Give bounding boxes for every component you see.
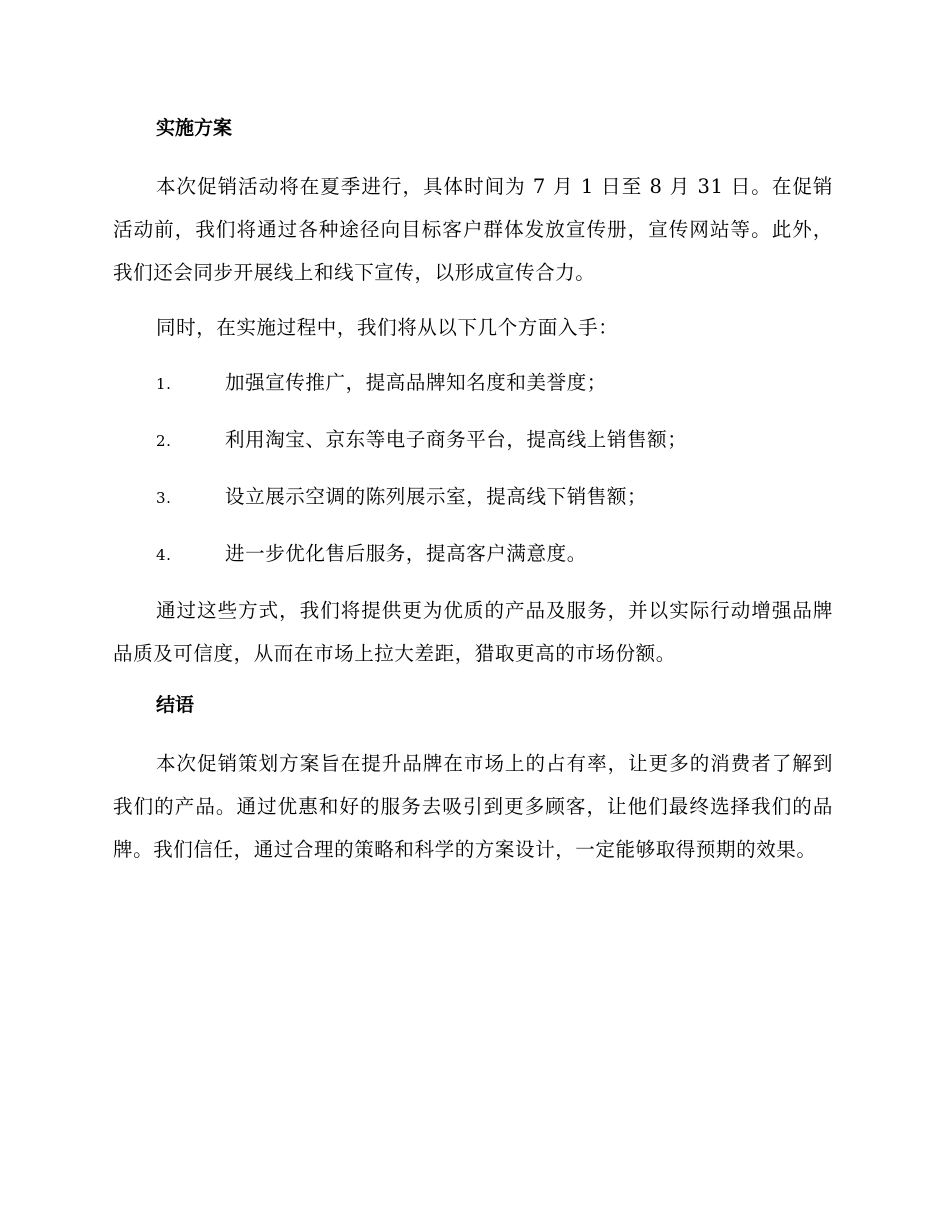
list-item xyxy=(113,418,833,463)
implementation-paragraph-2: 同时，在实施过程中，我们将从以下几个方面入手： xyxy=(156,316,619,339)
list-item xyxy=(113,532,833,577)
list-item-number: 2. xyxy=(156,432,172,450)
list-item-text: 利用淘宝、京东等电子商务平台，提高线上销售额； xyxy=(225,428,688,451)
list-item-number: 3. xyxy=(156,489,172,507)
list-item-number: 4. xyxy=(156,546,172,564)
conclusion-paragraph: 本次促销策划方案旨在提升品牌在市场上的占有率，让更多的消费者了解到我们的产品。通过优惠和好的服务去吸引到更多顾客，让他们最终选择我们的品牌。我们信任，通过合理的策略和科学的方案设计，一定能够取得预期的效果。 xyxy=(113,752,833,861)
implementation-paragraph-1: 本次促销活动将在夏季进行，具体时间为 7 月 1 日至 8 月 31 日。在促销活动前，我们将通过各种途径向目标客户群体发放宣传册，宣传网站等。此外，我们还会同步开展线上和线下宣传，以形成宣传合力。 xyxy=(113,175,833,284)
list-item-text: 加强宣传推广，提高品牌知名度和美誉度； xyxy=(225,371,607,394)
list-item-number: 1. xyxy=(156,375,172,393)
implementation-list xyxy=(113,361,833,577)
list-item-text: 进一步优化售后服务，提高客户满意度。 xyxy=(225,542,587,565)
section-title-conclusion: 结语 xyxy=(156,694,195,716)
list-item-text: 设立展示空调的陈列展示室，提高线下销售额； xyxy=(225,485,648,508)
document-page xyxy=(113,110,833,883)
list-item xyxy=(113,475,833,520)
section-title-implementation: 实施方案 xyxy=(156,117,233,139)
list-item xyxy=(113,361,833,406)
implementation-paragraph-3: 通过这些方式，我们将提供更为优质的产品及服务，并以实际行动增强品牌品质及可信度，从而在市场上拉大差距，猎取更高的市场份额。 xyxy=(113,599,833,665)
